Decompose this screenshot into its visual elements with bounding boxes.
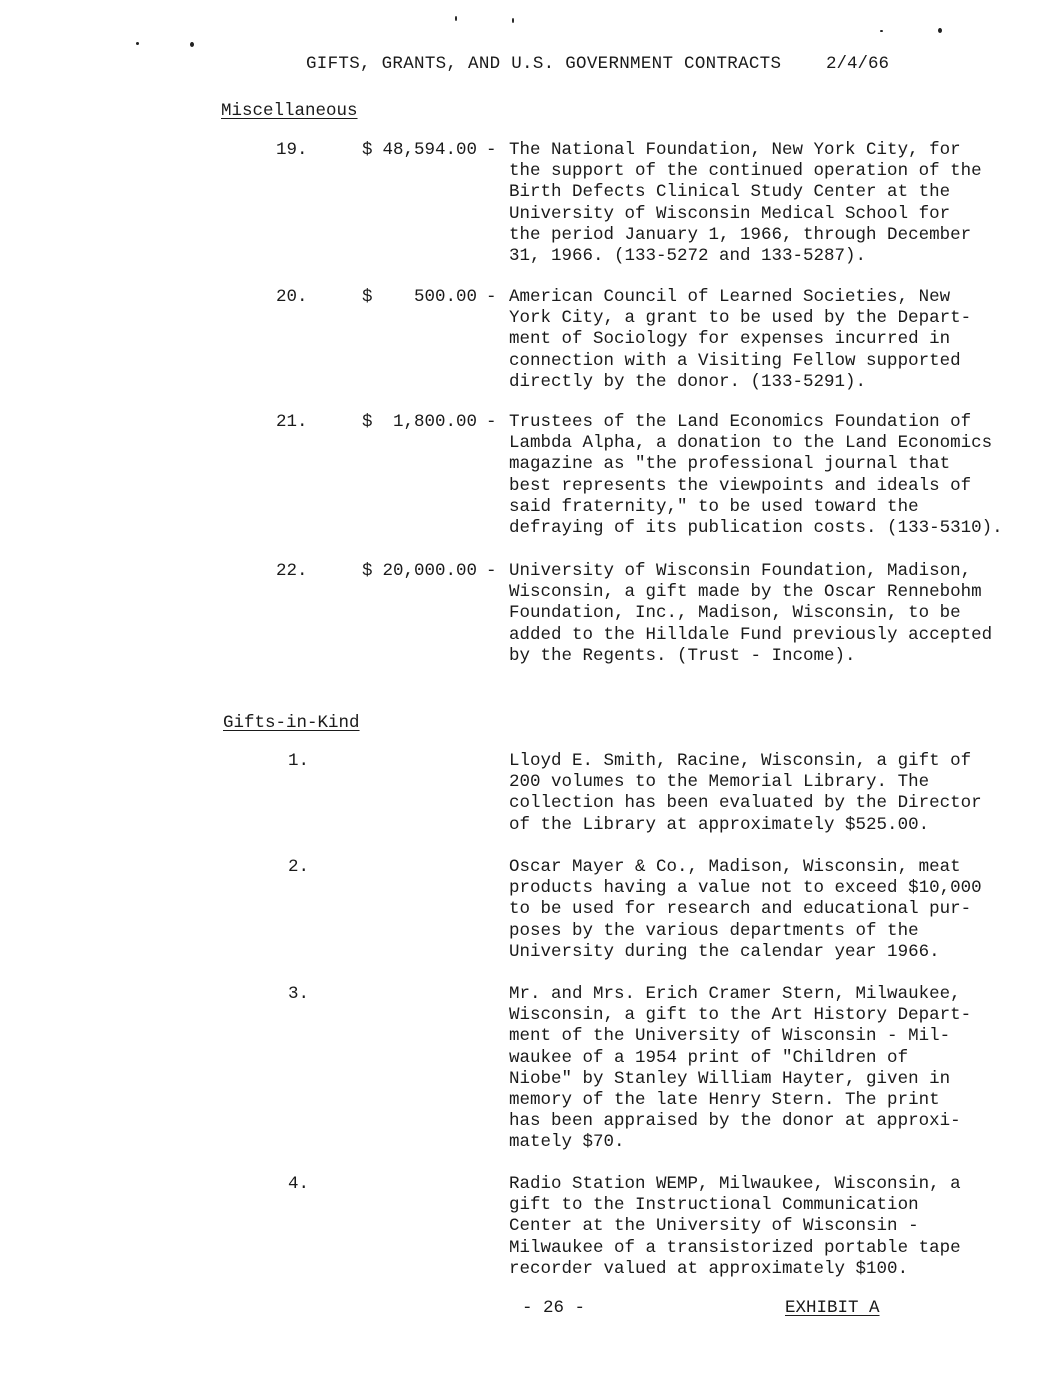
exhibit-label: EXHIBIT A [785,1298,880,1318]
item-dash: - [486,412,497,432]
item-number: 1. [288,751,310,771]
scan-speck [880,30,883,32]
item-number: 4. [288,1174,310,1194]
item-amount: 20,000.00 [382,561,477,581]
item-number: 20. [276,287,308,307]
scan-speck [455,16,457,21]
item-description: Radio Station WEMP, Milwaukee, Wisconsin, a gift to the Instructional Communication Center at the University of Wisconsin - Milwaukee of a transistorized portable tape recorder valued at approximately $100. [509,1174,961,1279]
scan-speck [190,42,194,47]
page-title: GIFTS, GRANTS, AND U.S. GOVERNMENT CONTRACTS [306,54,782,74]
item-description: Mr. and Mrs. Erich Cramer Stern, Milwaukee, Wisconsin, a gift to the Art History Depart- ment of the University of Wisconsin - Mil- waukee of a 1954 print of "Children of Niobe" by Stanley William Hayter, given in memory of the late Henry Stern. The print has been appraised by the donor at approxi- mately $70. [509,984,972,1153]
scan-speck [938,28,942,33]
dollar-sign: $ [362,287,373,307]
item-dash: - [486,140,497,160]
document-header [306,54,906,80]
section-heading-gifts-in-kind: Gifts-in-Kind [223,713,360,733]
item-number: 21. [276,412,308,432]
item-number: 19. [276,140,308,160]
dollar-sign: $ [362,561,373,581]
item-dash: - [486,561,497,581]
scan-speck [136,42,139,45]
dollar-sign: $ [362,412,373,432]
section-heading-miscellaneous: Miscellaneous [221,101,358,121]
item-description: Oscar Mayer & Co., Madison, Wisconsin, meat products having a value not to exceed $10,000 to be used for research and educational pur- poses by the various departments of the University during the calendar year 1966. [509,857,982,962]
item-number: 2. [288,857,310,877]
item-description: The National Foundation, New York City, for the support of the continued operation of the Birth Defects Clinical Study Center at the University of Wisconsin Medical School for the period January 1, 1966, through December 31, 1966. (133-5272 and 133-5287). [509,140,982,267]
header-date: 2/4/66 [826,54,890,74]
item-description: University of Wisconsin Foundation, Madison, Wisconsin, a gift made by the Oscar Rennebohm Foundation, Inc., Madison, Wisconsin, to be added to the Hilldale Fund previously accepted by the Regents. (Trust - Income). [509,561,993,666]
item-amount: 1,800.00 [392,412,477,432]
item-number: 3. [288,984,310,1004]
item-amount: 500.00 [413,287,477,307]
item-dash: - [486,287,497,307]
dollar-sign: $ [362,140,373,160]
item-description: American Council of Learned Societies, New York City, a grant to be used by the Depart- ment of Sociology for expenses incurred in connection with a Visiting Fellow supported directly by the donor. (133-5291). [509,287,972,392]
item-description: Trustees of the Land Economics Foundation of Lambda Alpha, a donation to the Land Economics magazine as "the professional journal that best represents the viewpoints and ideals of said fraternity," to be used toward the defraying of its publication costs. (133-5310). [509,412,1003,539]
scan-speck [512,18,514,23]
item-number: 22. [276,561,308,581]
item-amount: 48,594.00 [382,140,477,160]
page-number: - 26 - [522,1298,586,1318]
item-description: Lloyd E. Smith, Racine, Wisconsin, a gift of 200 volumes to the Memorial Library. The collection has been evaluated by the Director of the Library at approximately $525.00. [509,751,982,835]
